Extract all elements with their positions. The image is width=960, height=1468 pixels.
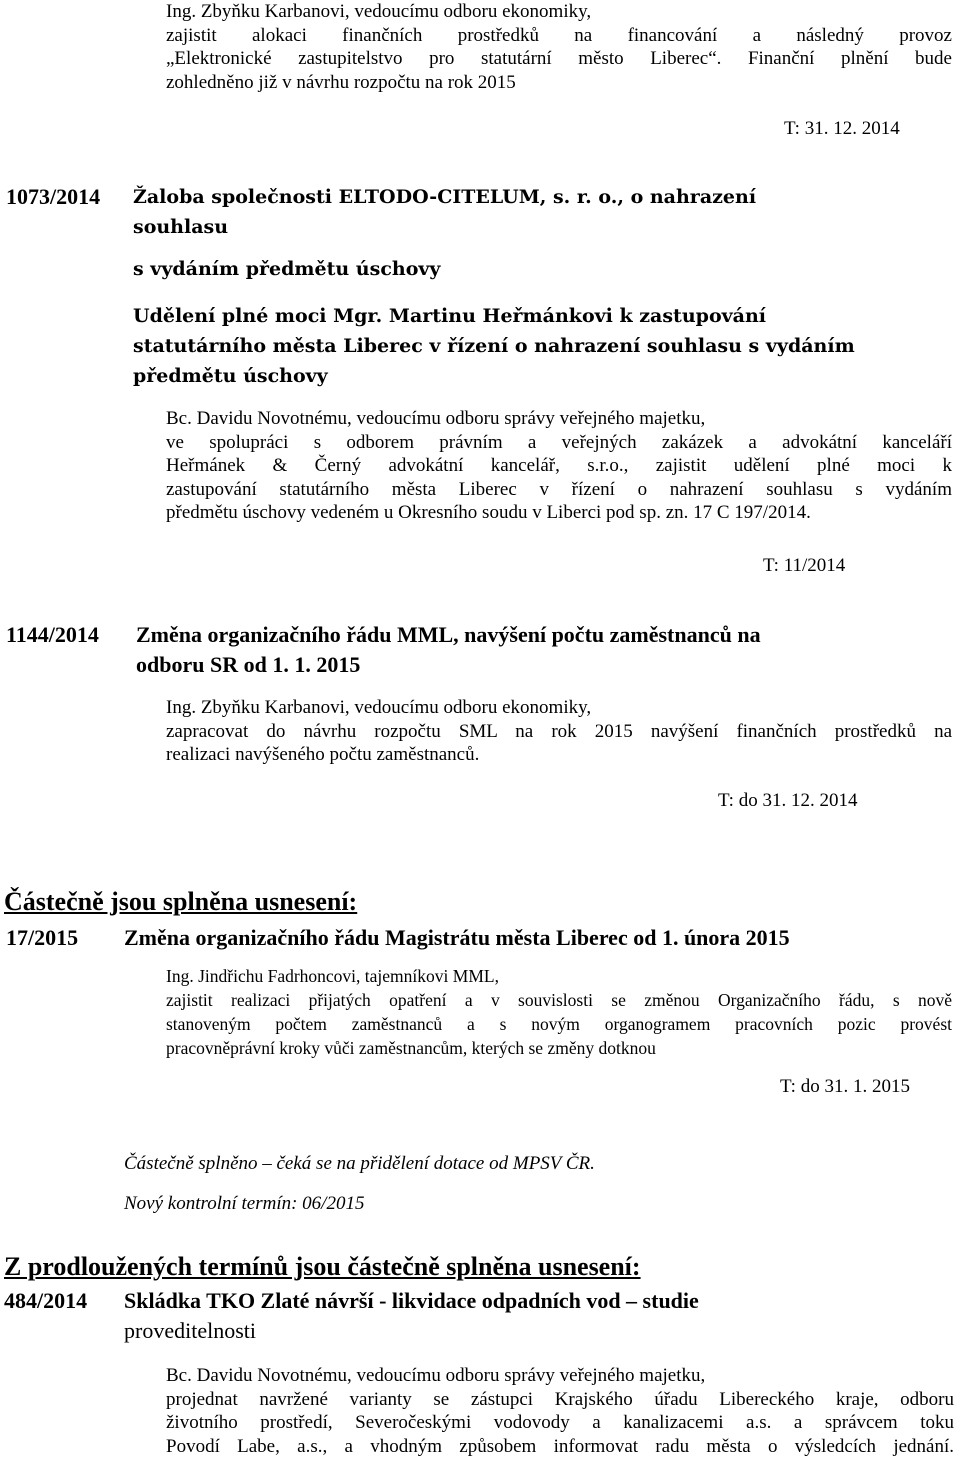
paragraph-line: Bc. Davidu Novotnému, vedoucímu odboru správy veřejného majetku, bbox=[166, 408, 706, 429]
paragraph-line: zapracovat do návrhu rozpočtu SML na rok 2015 navýšení finančních prostředků na bbox=[166, 720, 952, 742]
resolution-number: 1144/2014 bbox=[6, 622, 99, 647]
resolution-number: 17/2015 bbox=[6, 925, 79, 950]
title-line: souhlasu bbox=[133, 216, 229, 238]
subtitle-line: statutárního města Liberec v řízení o nahrazení souhlasu s vydáním bbox=[133, 335, 855, 357]
paragraph-line: realizaci navýšeného počtu zaměstnanců. bbox=[166, 744, 480, 765]
resolution-subtitle bbox=[133, 301, 933, 391]
term: T: do 31. 1. 2015 bbox=[780, 1076, 910, 1097]
item-paragraph bbox=[166, 0, 952, 94]
paragraph-line: Bc. Davidu Novotnému, vedoucímu odboru správy veřejného majetku, bbox=[166, 1365, 706, 1386]
resolution-title bbox=[133, 182, 953, 284]
title-line: Žaloba společnosti ELTODO-CITELUM, s. r. o., o nahrazení bbox=[133, 186, 757, 208]
resolution-number: 1073/2014 bbox=[6, 184, 101, 209]
paragraph-line: Ing. Zbyňku Karbanovi, vedoucímu odboru ekonomiky, bbox=[166, 1, 592, 22]
item-paragraph bbox=[166, 696, 952, 767]
resolution-number: 484/2014 bbox=[4, 1288, 88, 1313]
title-line: Změna organizačního řádu MML, navýšení počtu zaměstnanců na bbox=[136, 622, 761, 647]
status-note: Částečně splněno – čeká se na přidělení dotace od MPSV ČR. bbox=[124, 1153, 595, 1174]
paragraph-line: ve spolupráci s odborem právním a veřejných zakázek a advokátní kanceláří bbox=[166, 431, 952, 453]
paragraph-line: stanoveným počtem zaměstnanců a s novým organogramem pracovních pozic provést bbox=[166, 1014, 952, 1034]
term: T: 31. 12. 2014 bbox=[784, 118, 900, 139]
paragraph-line: zajistit realizaci přijatých opatření a v souvislosti se změnou Organizačního řádu, s nově bbox=[166, 990, 952, 1010]
new-term-note: Nový kontrolní termín: 06/2015 bbox=[124, 1193, 365, 1214]
item-paragraph bbox=[166, 1364, 954, 1458]
paragraph-line: Ing. Zbyňku Karbanovi, vedoucímu odboru ekonomiky, bbox=[166, 697, 592, 718]
paragraph-line: projednat navržené varianty se zástupci Krajského úřadu Libereckého kraje, odboru bbox=[166, 1388, 954, 1410]
paragraph-line: pracovněprávní kroky vůči zaměstnancům, kterých se změny dotknou bbox=[166, 1038, 656, 1058]
item-paragraph bbox=[166, 964, 952, 1060]
resolution-title bbox=[124, 1286, 944, 1346]
section-heading: Částečně jsou splněna usnesení: bbox=[4, 887, 358, 916]
item-paragraph bbox=[166, 407, 952, 525]
term: T: do 31. 12. 2014 bbox=[718, 790, 858, 811]
paragraph-line: životního prostředí, Severočeskými vodovody a kanalizacemi a.s. a správcem toku bbox=[166, 1412, 954, 1433]
paragraph-line: zajistit alokaci finančních prostředků na financování a následný provoz bbox=[166, 24, 952, 46]
term: T: 11/2014 bbox=[763, 555, 846, 576]
title-line: Skládka TKO Zlaté návrší - likvidace odpadních vod – studie bbox=[124, 1288, 699, 1313]
subtitle-line: předmětu úschovy bbox=[133, 365, 328, 387]
title-line: odboru SR od 1. 1. 2015 bbox=[136, 652, 361, 677]
section-heading: Z prodloužených termínů jsou částečně splněna usnesení: bbox=[4, 1252, 641, 1281]
paragraph-line: zastupování statutárního města Liberec v řízení o nahrazení souhlasu s vydáním bbox=[166, 478, 952, 500]
title-line: s vydáním předmětu úschovy bbox=[133, 258, 441, 280]
paragraph-line: předmětu úschovy vedeném u Okresního soudu v Liberci pod sp. zn. 17 C 197/2014. bbox=[166, 502, 811, 523]
subtitle-line: Udělení plné moci Mgr. Martinu Heřmánkovi k zastupování bbox=[133, 305, 766, 327]
paragraph-line: Ing. Jindřichu Fadrhoncovi, tajemníkovi MML, bbox=[166, 966, 499, 986]
paragraph-line: zohledněno již v návrhu rozpočtu na rok 2015 bbox=[166, 71, 516, 93]
paragraph-line: Povodí Labe, a.s., a vhodným způsobem informovat radu města o výsledcích jednání. bbox=[166, 1435, 954, 1457]
title-line: proveditelnosti bbox=[124, 1318, 256, 1343]
paragraph-line: „Elektronické zastupitelstvo pro statutární město Liberec“. Finanční plnění bude bbox=[166, 48, 952, 69]
resolution-title bbox=[136, 620, 956, 680]
resolution-title: Změna organizačního řádu Magistrátu města Liberec od 1. února 2015 bbox=[124, 925, 790, 950]
paragraph-line: Heřmánek & Černý advokátní kancelář, s.r.o., zajistit udělení plné moci k bbox=[166, 455, 952, 476]
